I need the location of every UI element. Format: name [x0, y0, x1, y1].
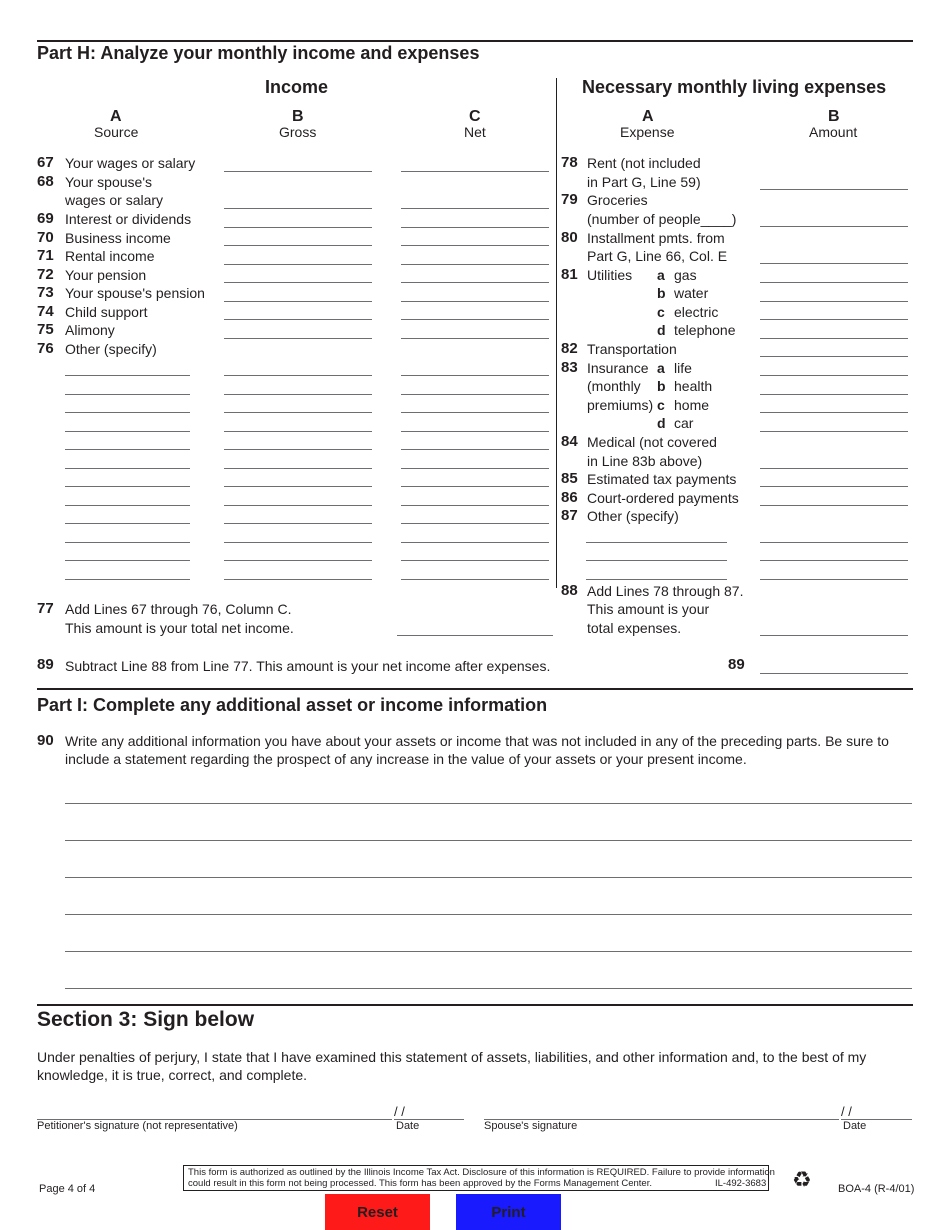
line-90-num: 90: [37, 732, 54, 749]
line-70-label: Business income: [65, 230, 171, 246]
other-net-input[interactable]: [401, 435, 549, 450]
line-71-gross-input[interactable]: [224, 250, 372, 265]
part-h-rule: [37, 40, 913, 42]
line-81-t1: Utilities: [587, 267, 633, 283]
other-source-input[interactable]: [65, 398, 190, 413]
line-81c-amount-input[interactable]: [760, 305, 908, 320]
line-76-label: Other (specify): [65, 341, 157, 357]
line-73-num: 73: [37, 284, 54, 301]
line-87-expense-input[interactable]: [586, 565, 727, 580]
line-69-gross-input[interactable]: [224, 213, 372, 228]
recycle-icon: ♻: [792, 1167, 812, 1192]
other-gross-input[interactable]: [224, 398, 372, 413]
line-81d-amount-input[interactable]: [760, 324, 908, 339]
line-74-gross-input[interactable]: [224, 305, 372, 320]
additional-info-line[interactable]: [65, 900, 912, 915]
line-83a-letter: a: [657, 360, 665, 376]
line-67-net-input[interactable]: [401, 157, 549, 172]
line-83a-amount-input[interactable]: [760, 361, 908, 376]
line-87-num: 87: [561, 507, 578, 524]
line-82-num: 82: [561, 340, 578, 357]
other-net-input[interactable]: [401, 361, 549, 376]
income-col-a-letter: A: [110, 108, 122, 125]
line-78-t1: Rent (not included: [587, 155, 701, 171]
line-80-t2: Part G, Line 66, Col. E: [587, 248, 728, 264]
line-83b-amount-input[interactable]: [760, 380, 908, 395]
line-80-num: 80: [561, 229, 578, 246]
petitioner-date-label: Date: [396, 1120, 420, 1132]
additional-info-line[interactable]: [65, 826, 912, 841]
line-69-label: Interest or dividends: [65, 211, 192, 227]
part-h-title: Part H: Analyze your monthly income and expenses: [37, 43, 480, 63]
line-78-num: 78: [561, 154, 578, 171]
line-75-gross-input[interactable]: [224, 324, 372, 339]
line-81c-label: electric: [674, 304, 719, 320]
line-88-t2: This amount is your: [587, 601, 710, 617]
line-81d-label: telephone: [674, 322, 736, 338]
line-86-amount-input[interactable]: [760, 491, 908, 506]
line-79-t1: Groceries: [587, 192, 648, 208]
spouse-signature-label: Spouse's signature: [484, 1120, 578, 1132]
other-source-input[interactable]: [65, 380, 190, 395]
line-67-num: 67: [37, 154, 54, 171]
perjury-statement: Under penalties of perjury, I state that I have examined this statement of assets, liabilities, and other information and, to the best of my knowledge, it is true, correct, and complete.: [37, 1049, 867, 1083]
line-83b-letter: b: [657, 378, 666, 394]
line-87-t1: Other (specify): [587, 508, 679, 524]
other-net-input[interactable]: [401, 417, 549, 432]
expense-col-a-letter: A: [642, 108, 654, 125]
line-86-t1: Court-ordered payments: [587, 490, 739, 506]
other-gross-input[interactable]: [224, 417, 372, 432]
income-col-b-label: Gross: [279, 124, 317, 140]
line-81c-letter: c: [657, 304, 665, 320]
spouse-date-slashes: / /: [841, 1104, 852, 1119]
line-81b-letter: b: [657, 285, 666, 301]
line-83a-label: life: [674, 360, 692, 376]
line-82-t1: Transportation: [587, 341, 677, 357]
income-col-c-label: Net: [464, 124, 486, 140]
other-gross-input[interactable]: [224, 546, 372, 561]
other-source-input[interactable]: [65, 546, 190, 561]
other-net-input[interactable]: [401, 398, 549, 413]
section-3-title: Section 3: Sign below: [37, 1008, 255, 1031]
line-70-num: 70: [37, 229, 54, 246]
line-73-label: Your spouse's pension: [65, 285, 205, 301]
spouse-signature-input[interactable]: [484, 1105, 839, 1120]
line-81b-amount-input[interactable]: [760, 287, 908, 302]
page-number: Page 4 of 4: [39, 1183, 96, 1195]
line-84-t1: Medical (not covered: [587, 434, 717, 450]
line-68-label: Your spouse's: [65, 174, 152, 190]
reset-button[interactable]: Reset: [325, 1194, 430, 1230]
other-gross-input[interactable]: [224, 454, 372, 469]
line-78-amount-input[interactable]: [760, 175, 908, 190]
other-source-input[interactable]: [65, 472, 190, 487]
other-gross-input[interactable]: [224, 380, 372, 395]
line-68-gross-input[interactable]: [224, 194, 372, 209]
line-75-num: 75: [37, 321, 54, 338]
line-68-label2: wages or salary: [65, 192, 164, 208]
line-89-text: Subtract Line 88 from Line 77. This amount is your net income after expenses.: [65, 658, 551, 674]
other-gross-input[interactable]: [224, 509, 372, 524]
additional-info-line[interactable]: [65, 863, 912, 878]
other-gross-input[interactable]: [224, 565, 372, 580]
line-72-num: 72: [37, 266, 54, 283]
line-85-amount-input[interactable]: [760, 472, 908, 487]
line-74-net-input[interactable]: [401, 305, 549, 320]
spouse-date-input[interactable]: [841, 1105, 912, 1120]
line-88-t1: Add Lines 78 through 87.: [587, 583, 744, 599]
additional-info-line[interactable]: [65, 789, 912, 804]
line-80-t1: Installment pmts. from: [587, 230, 725, 246]
part-i-rule: [37, 688, 913, 690]
other-source-input[interactable]: [65, 454, 190, 469]
petitioner-date-input[interactable]: [394, 1105, 464, 1120]
other-gross-input[interactable]: [224, 528, 372, 543]
line-83-t2: (monthly: [587, 378, 641, 394]
notice-line-1: This form is authorized as outlined by the Illinois Income Tax Act. Disclosure of this information is REQUIRED. Failure to provide information: [188, 1167, 775, 1178]
line-83d-label: car: [674, 415, 694, 431]
line-83-t3: premiums): [587, 397, 654, 413]
form-code: IL-492-3683: [715, 1178, 767, 1189]
line-75-label: Alimony: [65, 322, 115, 338]
other-source-input[interactable]: [65, 435, 190, 450]
income-heading: Income: [265, 77, 329, 97]
line-83c-label: home: [674, 397, 710, 413]
line-71-net-input[interactable]: [401, 250, 549, 265]
line-86-num: 86: [561, 489, 578, 506]
other-net-input[interactable]: [401, 528, 549, 543]
other-net-input[interactable]: [401, 546, 549, 561]
line-67-gross-input[interactable]: [224, 157, 372, 172]
line-78-t2: in Part G, Line 59): [587, 174, 701, 190]
line-67-label: Your wages or salary: [65, 155, 196, 171]
additional-info-line[interactable]: [65, 974, 912, 989]
line-83-num: 83: [561, 359, 578, 376]
expenses-heading: Necessary monthly living expenses: [582, 77, 887, 97]
petitioner-signature-input[interactable]: [37, 1105, 392, 1120]
line-74-num: 74: [37, 303, 54, 320]
column-divider: [556, 78, 557, 588]
line-81-num: 81: [561, 266, 578, 283]
line-84-amount-input[interactable]: [760, 454, 908, 469]
line-79-num: 79: [561, 191, 578, 208]
form-id: BOA-4 (R-4/01): [838, 1183, 915, 1195]
line-72-net-input[interactable]: [401, 268, 549, 283]
other-gross-input[interactable]: [224, 472, 372, 487]
additional-info-line[interactable]: [65, 937, 912, 952]
other-source-input[interactable]: [65, 528, 190, 543]
line-73-gross-input[interactable]: [224, 287, 372, 302]
petitioner-signature-label: Petitioner's signature (not representative): [37, 1120, 238, 1132]
spouse-date-label: Date: [843, 1120, 867, 1132]
line-70-net-input[interactable]: [401, 231, 549, 246]
line-81b-label: water: [674, 285, 709, 301]
section-3-rule: [37, 1004, 913, 1006]
line-87-amount-input[interactable]: [760, 565, 908, 580]
line-77-text1: Add Lines 67 through 76, Column C.: [65, 601, 292, 617]
other-source-input[interactable]: [65, 417, 190, 432]
line-80-amount-input[interactable]: [760, 249, 908, 264]
other-source-input[interactable]: [65, 361, 190, 376]
line-81a-letter: a: [657, 267, 665, 283]
part-i-title: Part I: Complete any additional asset or income information: [37, 695, 548, 715]
other-source-input[interactable]: [65, 509, 190, 524]
line-84-t2: in Line 83b above): [587, 453, 703, 469]
petitioner-date-slashes: / /: [394, 1104, 405, 1119]
income-col-c-letter: C: [469, 108, 481, 125]
line-82-amount-input[interactable]: [760, 342, 908, 357]
line-69-net-input[interactable]: [401, 213, 549, 228]
line-73-net-input[interactable]: [401, 287, 549, 302]
other-net-input[interactable]: [401, 509, 549, 524]
line-83b-label: health: [674, 378, 713, 394]
line-75-net-input[interactable]: [401, 324, 549, 339]
line-74-label: Child support: [65, 304, 148, 320]
expense-col-b-letter: B: [828, 108, 840, 125]
line-89-ref: 89: [728, 656, 745, 673]
line-70-gross-input[interactable]: [224, 231, 372, 246]
line-87-expense-input[interactable]: [586, 528, 727, 543]
line-69-num: 69: [37, 210, 54, 227]
other-source-input[interactable]: [65, 491, 190, 506]
line-83c-amount-input[interactable]: [760, 398, 908, 413]
line-87-amount-input[interactable]: [760, 528, 908, 543]
line-77-text2: This amount is your total net income.: [65, 620, 294, 636]
line-88-num: 88: [561, 582, 578, 599]
other-net-input[interactable]: [401, 454, 549, 469]
other-gross-input[interactable]: [224, 361, 372, 376]
line-71-label: Rental income: [65, 248, 155, 264]
line-89-amount-input[interactable]: [760, 659, 908, 674]
line-77-total-input[interactable]: [397, 621, 553, 636]
line-84-num: 84: [561, 433, 578, 450]
line-68-net-input[interactable]: [401, 194, 549, 209]
other-gross-input[interactable]: [224, 491, 372, 506]
line-77-num: 77: [37, 600, 54, 617]
line-85-t1: Estimated tax payments: [587, 471, 737, 487]
other-source-input[interactable]: [65, 565, 190, 580]
line-89-num: 89: [37, 656, 54, 673]
line-83-t1: Insurance: [587, 360, 649, 376]
other-net-input[interactable]: [401, 565, 549, 580]
line-87-expense-input[interactable]: [586, 546, 727, 561]
line-81d-letter: d: [657, 322, 666, 338]
line-81a-label: gas: [674, 267, 697, 283]
expense-col-b-label: Amount: [809, 124, 858, 140]
line-83d-amount-input[interactable]: [760, 417, 908, 432]
line-71-num: 71: [37, 247, 54, 264]
other-net-input[interactable]: [401, 472, 549, 487]
line-85-num: 85: [561, 470, 578, 487]
line-83c-letter: c: [657, 397, 665, 413]
income-col-a-label: Source: [94, 124, 139, 140]
print-button[interactable]: Print: [456, 1194, 561, 1230]
line-87-amount-input[interactable]: [760, 546, 908, 561]
income-col-b-letter: B: [292, 108, 304, 125]
line-76-num: 76: [37, 340, 54, 357]
line-79-amount-input[interactable]: [760, 212, 908, 227]
line-83d-letter: d: [657, 415, 666, 431]
other-gross-input[interactable]: [224, 435, 372, 450]
line-88-total-input[interactable]: [760, 621, 908, 636]
notice-line-2: could result in this form not being processed. This form has been approved by the Forms Management Center.: [188, 1178, 652, 1189]
authorization-notice: [183, 1165, 775, 1191]
line-79-t2: (number of people____): [587, 211, 737, 227]
expense-col-a-label: Expense: [620, 124, 675, 140]
line-72-gross-input[interactable]: [224, 268, 372, 283]
line-90-text: Write any additional information you have about your assets or income that was not included in any of the preceding parts. Be sure to include a statement regarding the prospect of any increase in the value of your assets or your present income.: [65, 733, 889, 767]
other-net-input[interactable]: [401, 491, 549, 506]
line-72-label: Your pension: [65, 267, 147, 283]
line-81a-amount-input[interactable]: [760, 268, 908, 283]
line-88-t3: total expenses.: [587, 620, 682, 636]
line-68-num: 68: [37, 173, 54, 190]
other-net-input[interactable]: [401, 380, 549, 395]
